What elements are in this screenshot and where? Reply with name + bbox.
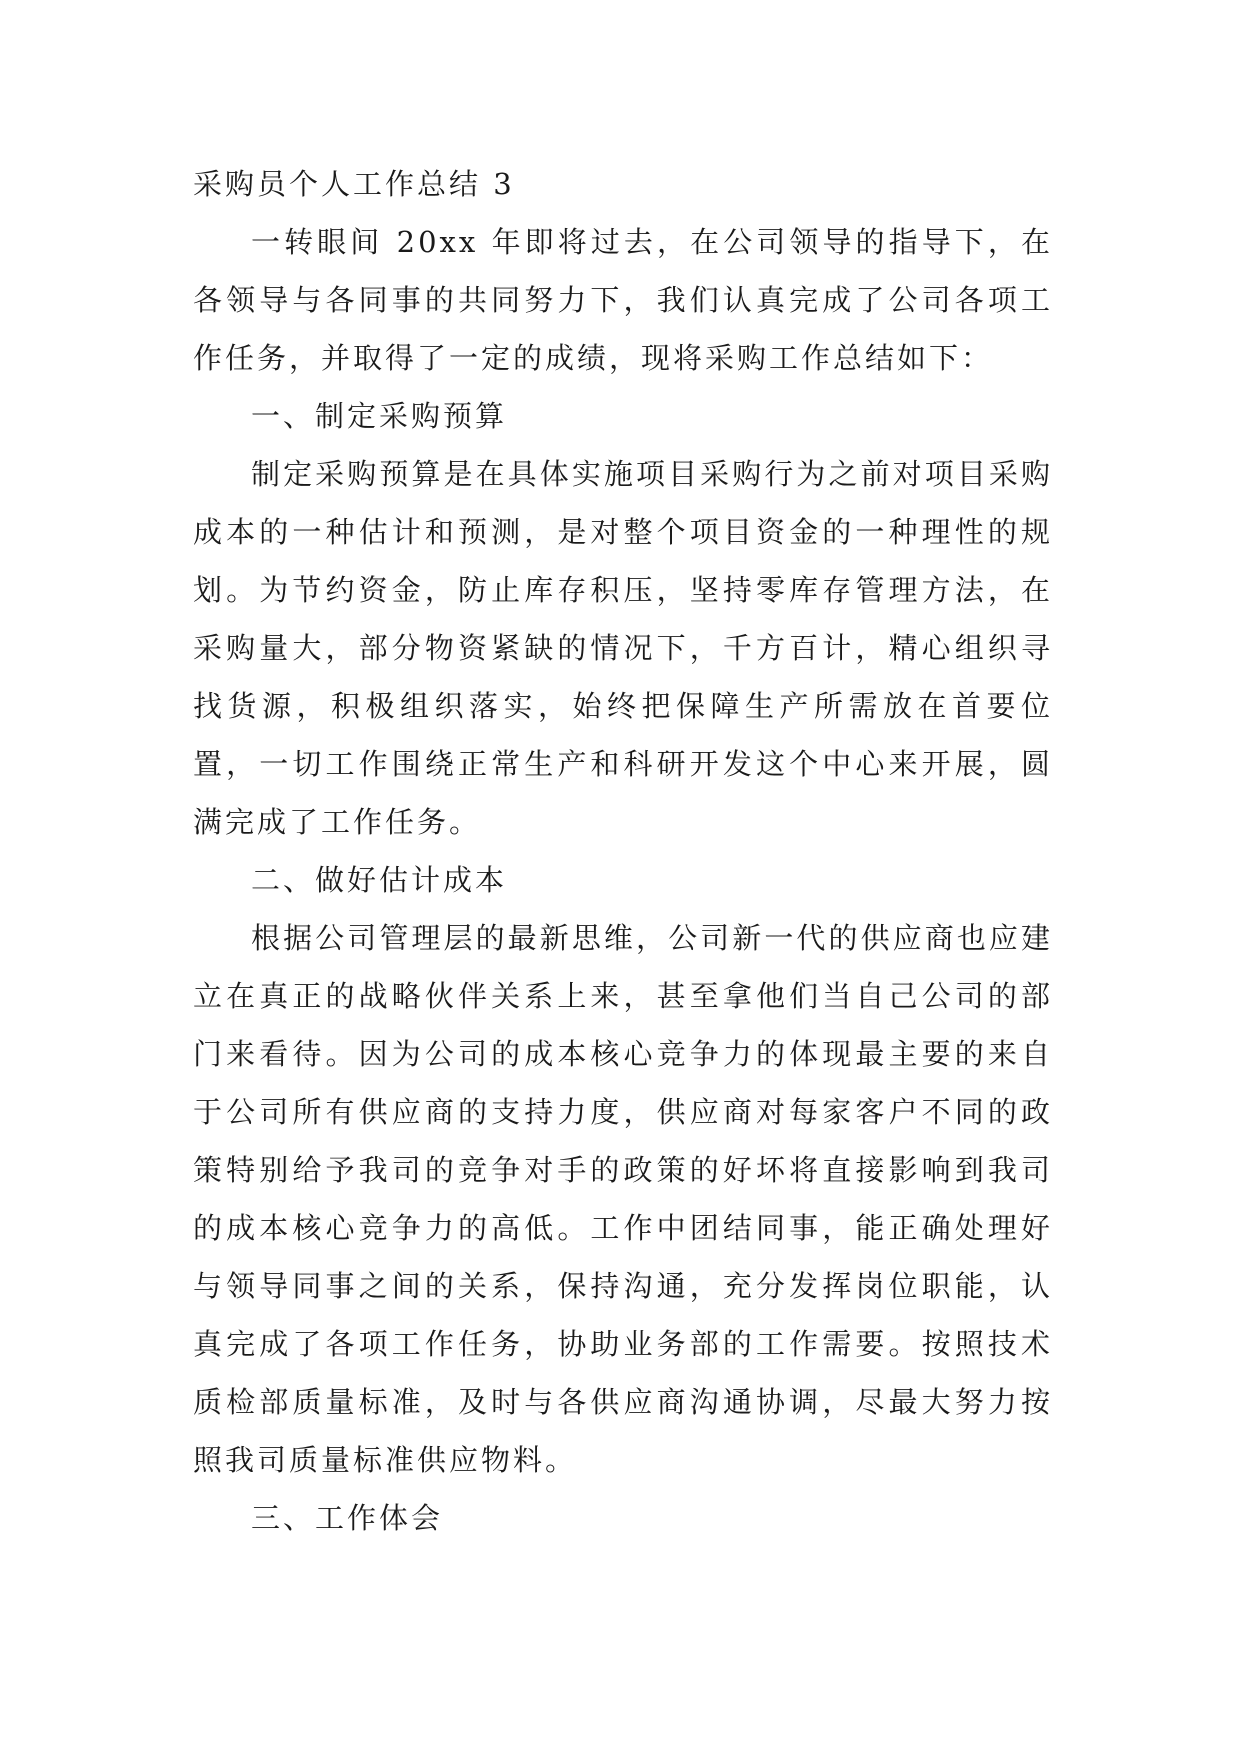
section-body-cost: 根据公司管理层的最新思维，公司新一代的供应商也应建立在真正的战略伙伴关系上来，甚至拿他们当自己公司的部门来看待。因为公司的成本核心竞争力的体现最主要的来自于公司所有供应商的支持力度，供应商对每家客户不同的政策特别给予我司的竞争对手的政策的好坏将直接影响到我司的成本核心竞争力的高低。工作中团结同事，能正确处理好与领导同事之间的关系，保持沟通，充分发挥岗位职能，认真完成了各项工作任务，协助业务部的工作需要。按照技术质检部质量标准，及时与各供应商沟通协调，尽最大努力按照我司质量标准供应物料。 [193,921,1053,1477]
section-heading-cost: 二、做好估计成本 [251,863,508,897]
section-heading-experience: 三、工作体会 [251,1501,444,1535]
document-body [193,155,1053,1547]
intro-paragraph: 一转眼间 20xx 年即将过去，在公司领导的指导下，在各领导与各同事的共同努力下，我们认真完成了公司各项工作任务，并取得了一定的成绩，现将采购工作总结如下： [193,225,1053,375]
section-heading-budget: 一、制定采购预算 [251,399,508,433]
document-title: 采购员个人工作总结 3 [193,167,515,201]
section-body-budget: 制定采购预算是在具体实施项目采购行为之前对项目采购成本的一种估计和预测，是对整个项目资金的一种理性的规划。为节约资金，防止库存积压，坚持零库存管理方法，在采购量大，部分物资紧缺的情况下，千方百计，精心组织寻找货源，积极组织落实，始终把保障生产所需放在首要位置，一切工作围绕正常生产和科研开发这个中心来开展，圆满完成了工作任务。 [193,457,1053,839]
